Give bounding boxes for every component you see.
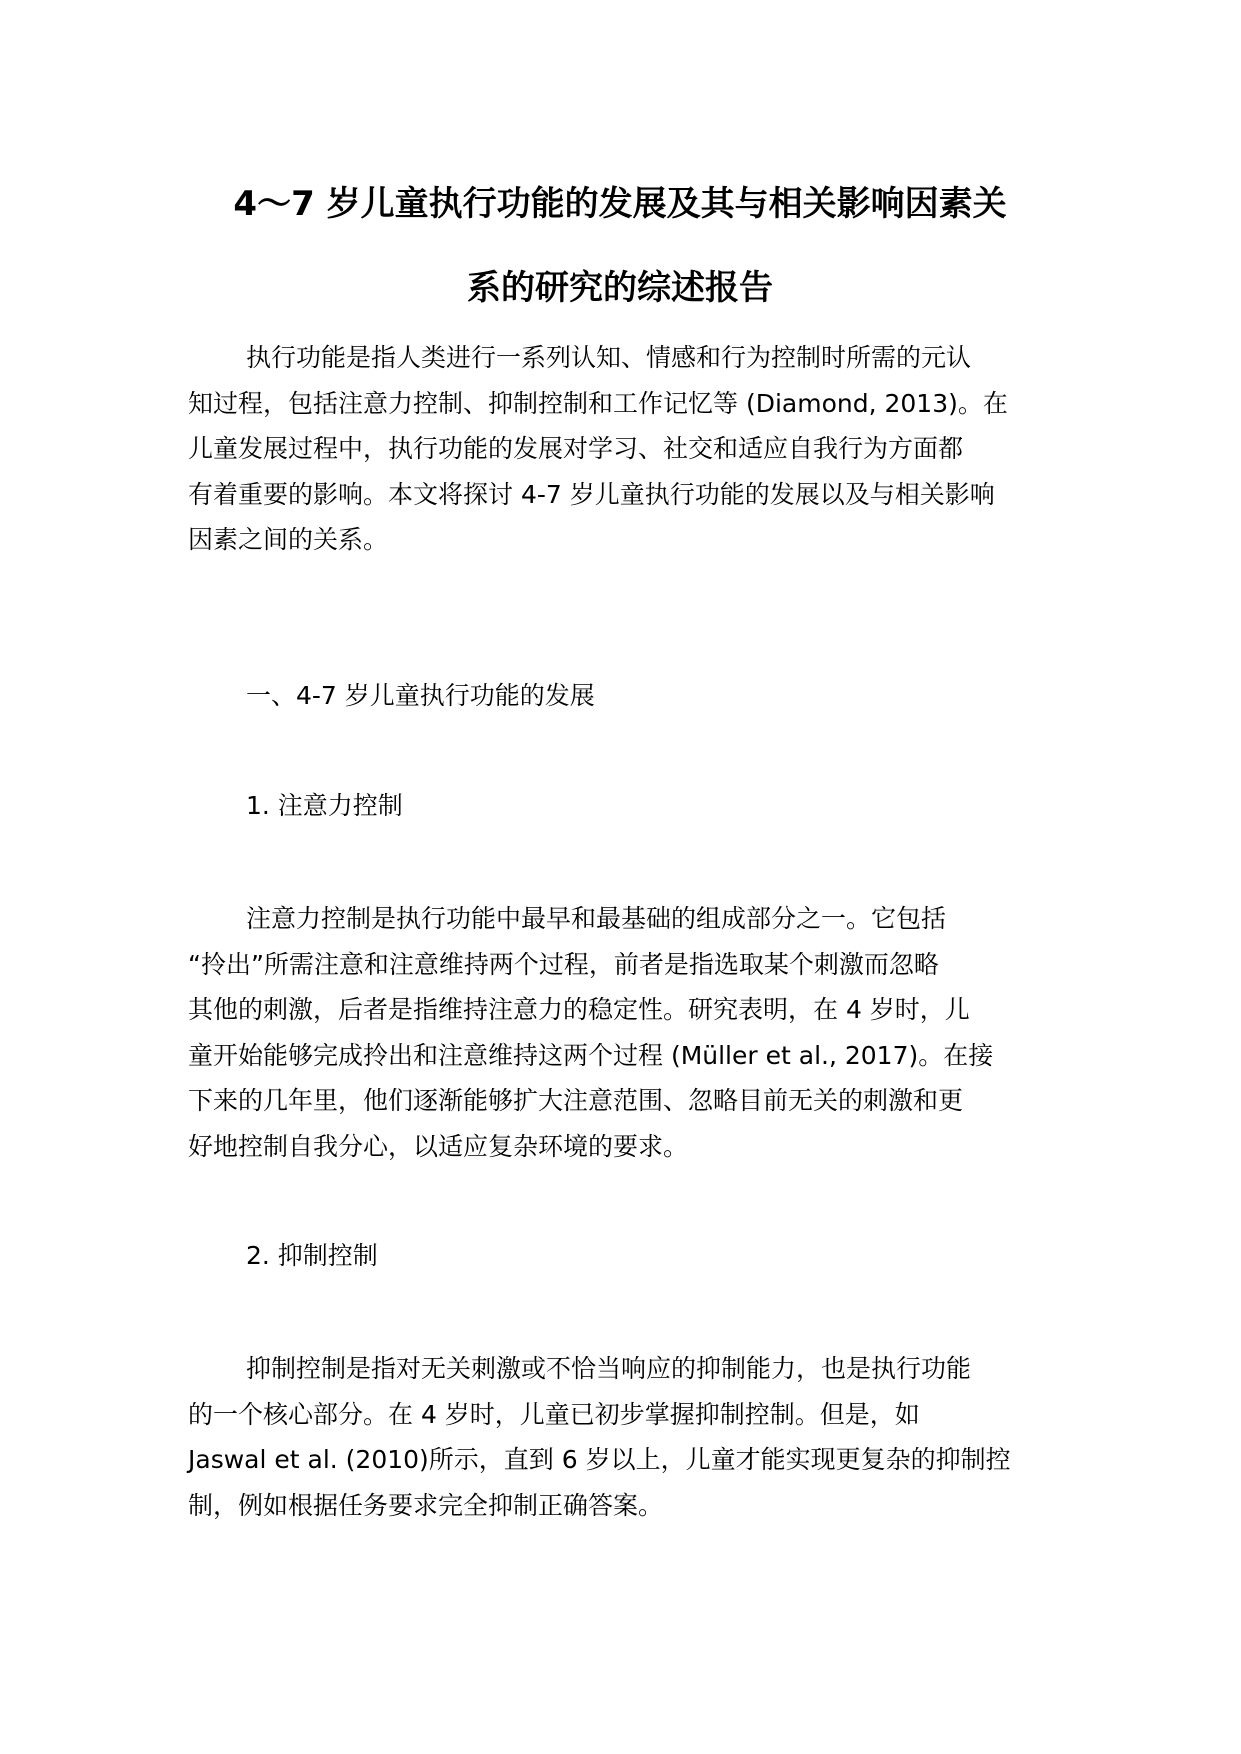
attention-line: 下来的几年里，他们逐渐能够扩大注意范围、忽略目前无关的刺激和更: [188, 1086, 964, 1115]
inhibition-line: 制，例如根据任务要求完全抑制正确答案。: [188, 1490, 664, 1520]
inhibition-paragraph: [188, 1346, 1068, 1528]
attention-line: “拎出”所需注意和注意维持两个过程，前者是指选取某个刺激而忽略: [188, 949, 939, 979]
intro-line: 因素之间的关系。: [188, 525, 389, 554]
intro-paragraph: [188, 335, 1068, 563]
inhibition-line: 抑制控制是指对无关刺激或不恰当响应的抑制能力，也是执行功能: [246, 1354, 972, 1383]
intro-line: 知过程，包括注意力控制、抑制控制和工作记忆等 (Diamond, 2013)。在: [188, 388, 1008, 418]
inhibition-line: Jaswal et al. (2010)所示，直到 6 岁以上，儿童才能实现更复杂的抑制控: [188, 1445, 1011, 1474]
attention-line: 其他的刺激，后者是指维持注意力的稳定性。研究表明，在 4 岁时，儿: [188, 995, 970, 1024]
inhibition-line: 的一个核心部分。在 4 岁时，儿童已初步掌握抑制控制。但是，如: [188, 1399, 920, 1429]
subsection-1-heading: 1. 注意力控制: [246, 791, 403, 820]
intro-line: 有着重要的影响。本文将探讨 4-7 岁儿童执行功能的发展以及与相关影响: [188, 479, 995, 509]
intro-line: 执行功能是指人类进行一系列认知、情感和行为控制时所需的元认: [246, 343, 972, 372]
intro-line: 儿童发展过程中，执行功能的发展对学习、社交和适应自我行为方面都: [188, 434, 964, 463]
attention-paragraph: [188, 896, 1068, 1169]
document-title-line-1: 4～7 岁儿童执行功能的发展及其与相关影响因素关: [233, 184, 1007, 224]
attention-line: 注意力控制是执行功能中最早和最基础的组成部分之一。它包括: [246, 904, 947, 933]
attention-line: 好地控制自我分心，以适应复杂环境的要求。: [188, 1131, 689, 1161]
attention-line: 童开始能够完成拎出和注意维持这两个过程 (Müller et al., 2017)。在接: [188, 1040, 994, 1070]
subsection-2-heading: 2. 抑制控制: [246, 1241, 378, 1270]
section-1-heading: 一、4-7 岁儿童执行功能的发展: [246, 681, 595, 710]
document-title-line-2: 系的研究的综述报告: [467, 268, 773, 308]
